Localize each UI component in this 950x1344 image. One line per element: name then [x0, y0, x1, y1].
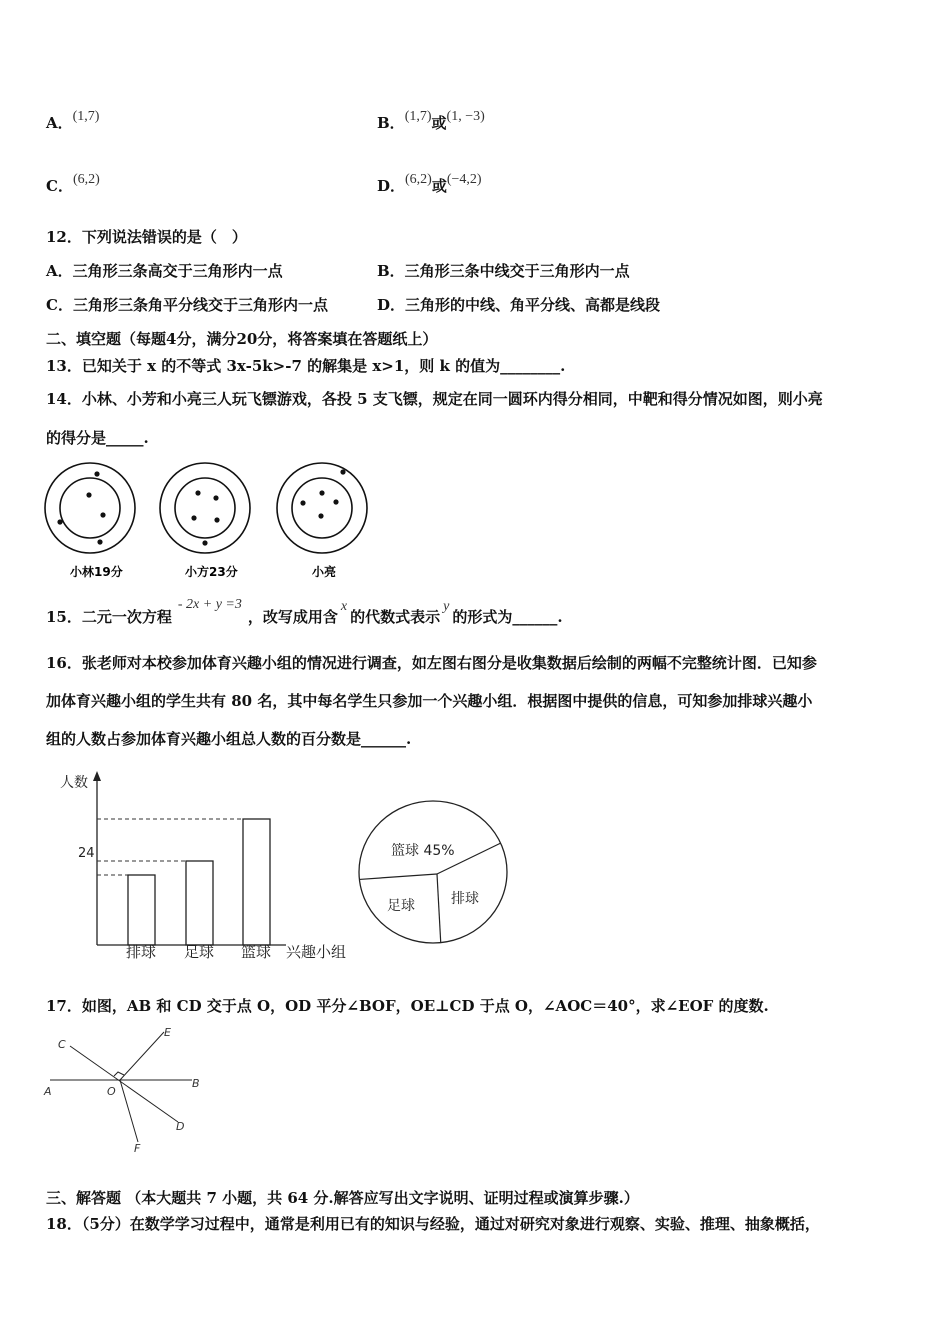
svg-text:F: F [134, 1142, 141, 1155]
bar-xlabel: 兴趣小组 [286, 943, 347, 961]
dartboard-xiaofang [160, 463, 250, 579]
q12-stem: 12．下列说法错误的是（ ） [46, 228, 247, 246]
q14-line1: 14．小林、小芳和小亮三人玩飞镖游戏，各投 5 支飞镖，规定在同一圆环内得分相同，中靶和得分情况如图，则小亮 [46, 390, 823, 408]
dartboard-label-xiaoliang: 小亮 [312, 565, 337, 579]
svg-text:B: B [192, 1077, 200, 1090]
bar-2 [243, 819, 270, 945]
q12-option-c: C．三角形三条角平分线交于三角形内一点 [46, 296, 328, 314]
q13-text: 13．已知关于 x 的不等式 3x-5k>-7 的解集是 x>1，则 k 的值为________. [46, 357, 566, 375]
bar-label-2: 篮球 [241, 943, 272, 961]
section2-heading: 二、填空题（每题4分，满分20分，将答案填在答题纸上） [46, 330, 438, 348]
section3-heading: 三、解答题 （本大题共 7 小题，共 64 分.解答应写出文字说明、证明过程或演算步骤.） [46, 1189, 639, 1207]
svg-text:D: D [176, 1120, 185, 1133]
svg-text:O: O [107, 1085, 116, 1098]
pie-chart [355, 800, 515, 950]
dartboard-xiaolin [45, 463, 135, 579]
bar-0 [128, 875, 155, 945]
pie-label-1: 足球 [387, 898, 415, 914]
q15-equation: - 2x + y =3 [177, 597, 242, 612]
bar-ylabel: 人数 [60, 775, 88, 791]
q17-stem: 17．如图，AB 和 CD 交于点 O，OD 平分∠BOF，OE⊥CD 于点 O，∠AOC＝40°，求∠EOF 的度数. [46, 997, 769, 1015]
q11-option-c: C．(6,2) [46, 172, 100, 195]
q14-line2: 的得分是_____. [46, 429, 149, 447]
dartboard-label-xiaofang: 小方23分 [185, 565, 238, 579]
q12-option-d: D．三角形的中线、角平分线、高都是线段 [377, 296, 661, 314]
pie-divider-2 [437, 874, 441, 943]
q11-option-d: D．(6,2)或(−4,2) [377, 172, 482, 195]
svg-text:E: E [164, 1026, 171, 1039]
bar-label-0: 排球 [126, 943, 157, 961]
svg-text:C: C [58, 1038, 66, 1051]
q12-option-b: B．三角形三条中线交于三角形内一点 [377, 262, 630, 280]
bar-chart [50, 765, 360, 965]
bar-ytick-24: 24 [78, 846, 95, 861]
q16-line1: 16．张老师对本校参加体育兴趣小组的情况进行调查，如左图右图分是收集数据后绘制的两幅不完整统计图．已知参 [46, 654, 817, 672]
pie-divider-0 [359, 874, 437, 879]
q16-line3: 组的人数占参加体育兴趣小组总人数的百分数是______. [46, 730, 412, 748]
pie-label-0: 篮球 45% [391, 843, 455, 859]
q11-option-b: B．(1,7)或(1, −3) [377, 109, 485, 132]
q15-text: 15．二元一次方程- 2x + y =3，改写成用含x的代数式表示y的形式为______. [46, 597, 563, 626]
dartboard-label-xiaolin: 小林19分 [70, 565, 123, 579]
q11-option-a: A．(1,7) [46, 109, 100, 132]
dartboard-xiaoliang [277, 463, 367, 579]
q16-line2: 加体育兴趣小组的学生共有 80 名，其中每名学生只参加一个兴趣小组．根据图中提供的信息，可知参加排球兴趣小 [46, 692, 813, 710]
q12-option-a: A．三角形三条高交于三角形内一点 [46, 262, 283, 280]
q18-text: 18．（5分）在数学学习过程中，通常是利用已有的知识与经验，通过对研究对象进行观察、实验、推理、抽象概括， [46, 1215, 820, 1233]
pie-label-2: 排球 [451, 891, 479, 907]
bar-1 [186, 861, 213, 945]
svg-text:A: A [44, 1085, 52, 1098]
dartboards-figure [40, 458, 370, 583]
angle-diagram [40, 1022, 220, 1157]
bar-label-1: 足球 [184, 943, 215, 961]
